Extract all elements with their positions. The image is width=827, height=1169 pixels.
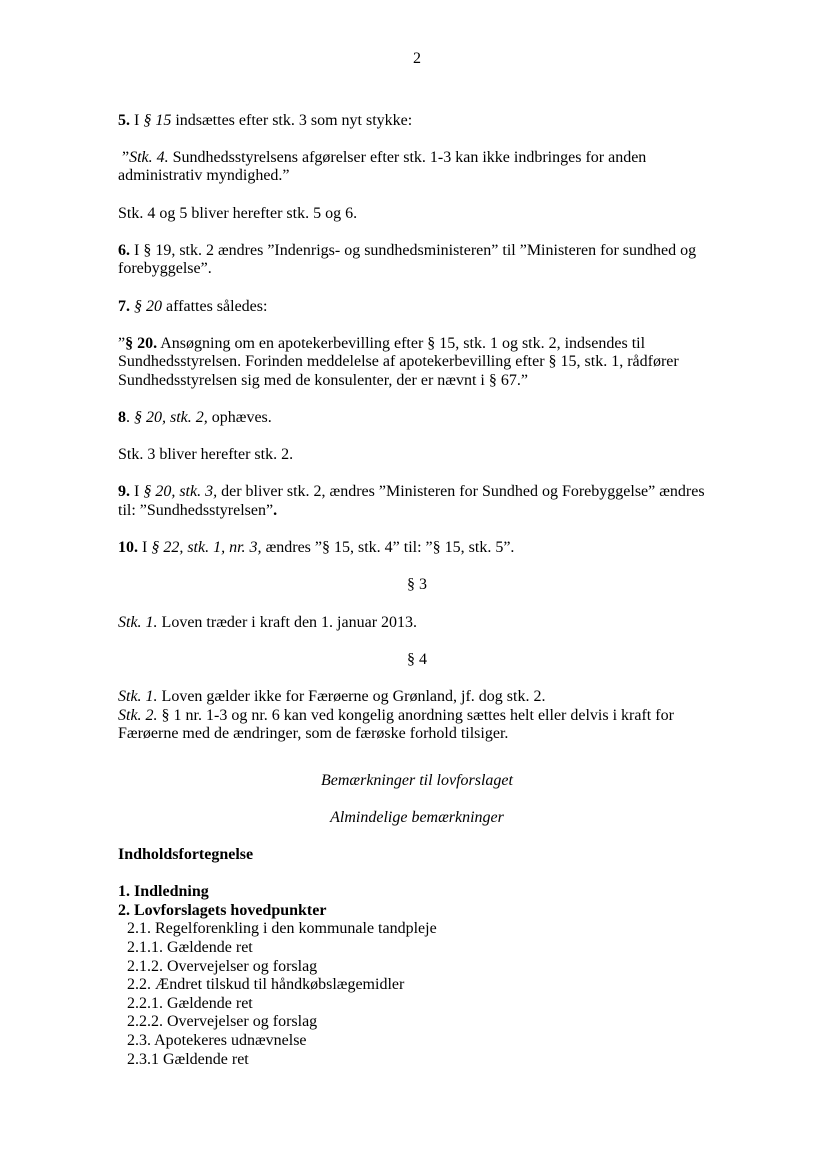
section-4-heading	[118, 651, 716, 670]
amendment-item-5	[118, 112, 716, 131]
text-segment: ændres ”§ 15, stk. 4” til: ”§ 15, stk. 5”.	[261, 539, 515, 557]
section-3-heading	[118, 576, 716, 595]
text-segment: Stk. 3 bliver herefter stk. 2.	[118, 446, 294, 464]
text-segment: 2.2.1. Gældende ret	[127, 994, 253, 1012]
text-segment: § 20.	[125, 334, 158, 352]
text-segment: Indholdsfortegnelse	[118, 846, 254, 864]
text-segment: § 22, stk. 1, nr. 3,	[151, 539, 262, 557]
toc-heading	[118, 846, 716, 865]
text-segment: 8	[118, 409, 126, 427]
text-segment: indsættes efter stk. 3 som nyt stykke:	[171, 111, 413, 129]
text-segment: Bemærkninger til lovforslaget	[321, 771, 513, 789]
text-segment: 2. Lovforslagets hovedpunkter	[118, 901, 327, 919]
document-body	[118, 112, 716, 1070]
text-segment: § 3	[407, 576, 427, 594]
text-segment: I	[138, 539, 152, 557]
amendment-item-9	[118, 483, 716, 520]
section-3-stk-1	[118, 614, 716, 633]
text-segment: § 20	[134, 297, 162, 315]
toc-item-2-2	[118, 976, 716, 995]
text-segment: Almindelige bemærkninger	[330, 808, 504, 826]
text-segment: ”	[118, 334, 126, 352]
text-segment: Stk. 2.	[118, 706, 158, 724]
text-segment: § 20, stk. 3,	[143, 483, 218, 501]
section-4-stk-2	[118, 707, 716, 744]
text-segment: 6.	[118, 241, 130, 259]
renumbering-note-stk-3	[118, 446, 716, 465]
toc-item-1	[118, 883, 716, 902]
text-segment: I	[130, 483, 144, 501]
text-segment: § 1 nr. 1-3 og nr. 6 kan ved kongelig anordning sættes helt eller delvis i kraft for Færøerne med de ændringer, som de færøske forhold tilsiger.	[118, 706, 678, 743]
text-segment: 2.3. Apotekeres udnævnelse	[127, 1031, 307, 1049]
section-4-stk-1	[118, 688, 716, 707]
text-segment: der bliver stk. 2, ændres ”Ministeren for Sundhed og Forebyggelse” ændres til: ”Sundhedsstyrelsen”	[118, 483, 709, 520]
toc-item-2-2-2	[118, 1013, 716, 1032]
amendment-item-10	[118, 539, 716, 558]
amendment-item-7	[118, 298, 716, 317]
text-segment: Stk. 4.	[129, 148, 169, 166]
text-segment: 10.	[118, 539, 138, 557]
text-segment: 2.1.2. Overvejelser og forslag	[127, 957, 318, 975]
text-segment: ”	[118, 148, 130, 166]
toc-item-2-1-1	[118, 939, 716, 958]
text-segment: I § 19, stk. 2 ændres ”Indenrigs- og sundhedsministeren” til ”Ministeren for sundhed og forebyggelse”.	[118, 241, 701, 278]
text-segment: 7.	[118, 297, 130, 315]
amendment-item-8	[118, 409, 716, 428]
text-segment: Ansøgning om en apotekerbevilling efter § 15, stk. 1 og stk. 2, indsendes til Sundhedsstyrelsen. Forinden meddelelse af apotekerbevilling efter § 15, stk. 1, rådfører Sundhedsstyrelsen sig med de konsulenter, der er nævnt i § 67.”	[118, 334, 683, 389]
text-segment: 5.	[118, 111, 130, 129]
quoted-new-stk-4	[118, 149, 716, 186]
remarks-heading	[118, 772, 716, 791]
text-segment: 1. Indledning	[118, 883, 209, 901]
text-segment: Stk. 1.	[118, 688, 158, 705]
text-segment: Sundhedsstyrelsens afgørelser efter stk. 1-3 kan ikke indbringes for anden administrativ myndighed.”	[118, 148, 651, 185]
amendment-item-6	[118, 242, 716, 279]
text-segment: Stk. 1.	[118, 613, 158, 631]
text-segment: 9.	[118, 483, 130, 501]
text-segment: 2.3.1 Gældende ret	[127, 1050, 249, 1068]
text-segment: 2.2.2. Overvejelser og forslag	[127, 1013, 318, 1031]
general-remarks-heading	[118, 809, 716, 828]
text-segment: Loven træder i kraft den 1. januar 2013.	[157, 613, 418, 631]
toc-item-2	[118, 902, 716, 921]
toc-item-2-2-1	[118, 995, 716, 1014]
text-segment: I	[130, 111, 144, 129]
text-segment: § 4	[407, 650, 427, 668]
text-segment: 2.2. Ændret tilskud til håndkøbslægemidler	[127, 976, 405, 994]
renumbering-note-stk-4-5	[118, 205, 716, 224]
toc-item-2-3-1	[118, 1051, 716, 1070]
quoted-new-paragraph-20	[118, 335, 716, 391]
text-segment: 2.1. Regelforenkling i den kommunale tandpleje	[127, 920, 437, 938]
text-segment: ophæves.	[207, 409, 272, 427]
text-segment: Loven gælder ikke for Færøerne og Grønland, jf. dog stk. 2.	[157, 688, 546, 705]
toc-item-2-1-2	[118, 958, 716, 977]
toc-item-2-3	[118, 1032, 716, 1051]
text-segment: § 15	[143, 111, 172, 129]
text-segment: Stk. 4 og 5 bliver herefter stk. 5 og 6.	[118, 204, 358, 222]
text-segment: § 20, stk. 2,	[134, 409, 208, 427]
text-segment: .	[273, 502, 278, 520]
text-segment: .	[126, 409, 134, 427]
text-segment: 2.1.1. Gældende ret	[127, 939, 253, 957]
toc-item-2-1	[118, 920, 716, 939]
text-segment: affattes således:	[162, 297, 268, 315]
page-number: 2	[413, 50, 421, 67]
